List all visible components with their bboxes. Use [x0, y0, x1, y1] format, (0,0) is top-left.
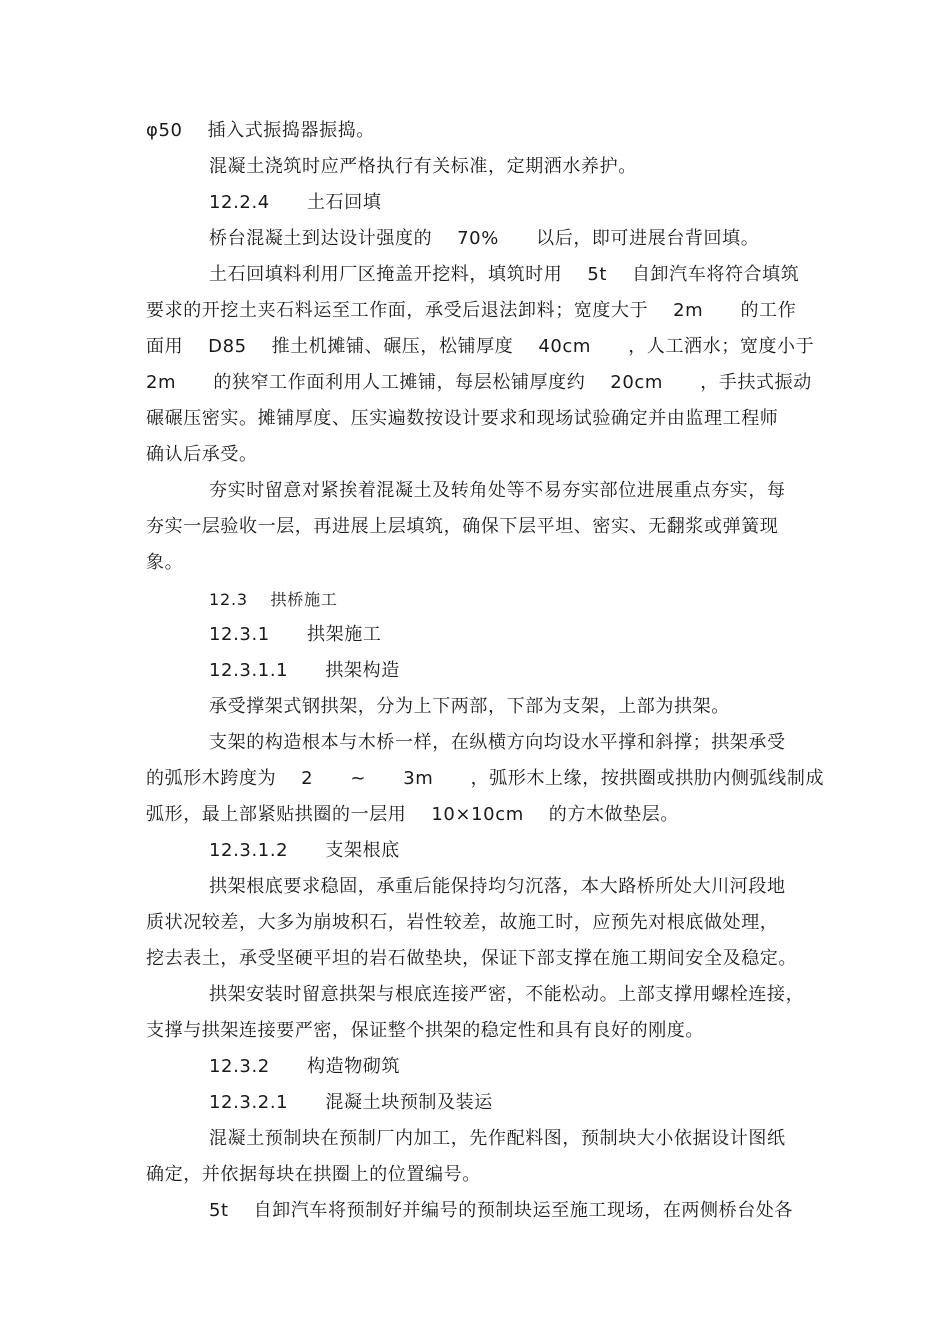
- text-line-18: 支架的构造根本与木桥一样，在纵横方向均设水平撑和斜撑；拱架承受: [209, 732, 786, 753]
- section-heading-12-3-2-1: 12.3.2.1 混凝土块预制及装运: [209, 1092, 493, 1113]
- section-heading-12-3-1-2: 12.3.1.2 支架根底: [209, 840, 400, 861]
- section-heading-12-2-4: 12.2.4 土石回填: [209, 192, 382, 213]
- text-line-8: 2m 的狭窄工作面利用人工摊铺，每层松铺厚度约 20cm ，手扶式振动: [146, 372, 812, 393]
- section-heading-12-3-2: 12.3.2 构造物砌筑: [209, 1056, 401, 1077]
- text-line-7: 面用 D85 推土机摊铺、碾压，松铺厚度 40cm ，人工洒水；宽度小于: [146, 336, 815, 357]
- text-line-22: 拱架根底要求稳固，承重后能保持均匀沉落，本大路桥所处大川河段地: [209, 876, 786, 897]
- text-line-13: 象。: [146, 552, 184, 573]
- text-line-24: 挖去表土，承受坚硬平坦的岩石做垫块，保证下部支撑在施工期间安全及稳定。: [146, 948, 797, 969]
- text-line-23: 质状况较差，大多为崩坡积石，岩性较差，故施工时，应预先对根底做处理，: [146, 912, 779, 933]
- text-line-4: 桥台混凝土到达设计强度的 70% 以后，即可进展台背回填。: [209, 228, 760, 249]
- section-heading-12-3: 12.3 拱桥施工: [209, 590, 338, 609]
- text-line-1: φ50 插入式振捣器振捣。: [146, 120, 375, 141]
- section-heading-12-3-1-1: 12.3.1.1 拱架构造: [209, 660, 400, 681]
- text-line-19: 的弧形木跨度为 2 ~ 3m ，弧形木上缘，按拱圈或拱肋内侧弧线制成: [146, 768, 825, 789]
- text-line-11: 夯实时留意对紧挨着混凝土及转角处等不易夯实部位进展重点夯实，每: [209, 480, 786, 501]
- text-line-31: 5t 自卸汽车将预制好并编号的预制块运至施工现场，在两侧桥台处各: [209, 1200, 794, 1221]
- text-line-26: 支撑与拱架连接要严密，保证整个拱架的稳定性和具有良好的刚度。: [146, 1020, 704, 1041]
- text-line-5: 土石回填料利用厂区掩盖开挖料，填筑时用 5t 自卸汽车将符合填筑: [209, 264, 800, 285]
- text-line-20: 弧形，最上部紧贴拱圈的一层用 10×10cm 的方木做垫层。: [146, 804, 679, 825]
- section-heading-12-3-1: 12.3.1 拱架施工: [209, 624, 382, 645]
- text-line-30: 确定，并依据每块在拱圈上的位置编号。: [146, 1164, 481, 1185]
- text-line-2: 混凝土浇筑时应严格执行有关标准，定期洒水养护。: [209, 156, 637, 177]
- text-line-12: 夯实一层验收一层，再进展上层填筑，确保下层平坦、密实、无翻浆或弹簧现: [146, 516, 779, 537]
- text-line-29: 混凝土预制块在预制厂内加工，先作配料图，预制块大小依据设计图纸: [209, 1128, 786, 1149]
- text-line-25: 拱架安装时留意拱架与根底连接严密，不能松动。上部支撑用螺栓连接，: [209, 984, 805, 1005]
- text-line-17: 承受撑架式钢拱架，分为上下两部，下部为支架，上部为拱架。: [209, 696, 730, 717]
- text-line-9: 碾碾压密实。摊铺厚度、压实遍数按设计要求和现场试验确定并由监理工程师: [146, 408, 779, 429]
- text-line-10: 确认后承受。: [146, 444, 258, 465]
- text-line-6: 要求的开挖土夹石料运至工作面，承受后退法卸料；宽度大于 2m 的工作: [146, 300, 797, 321]
